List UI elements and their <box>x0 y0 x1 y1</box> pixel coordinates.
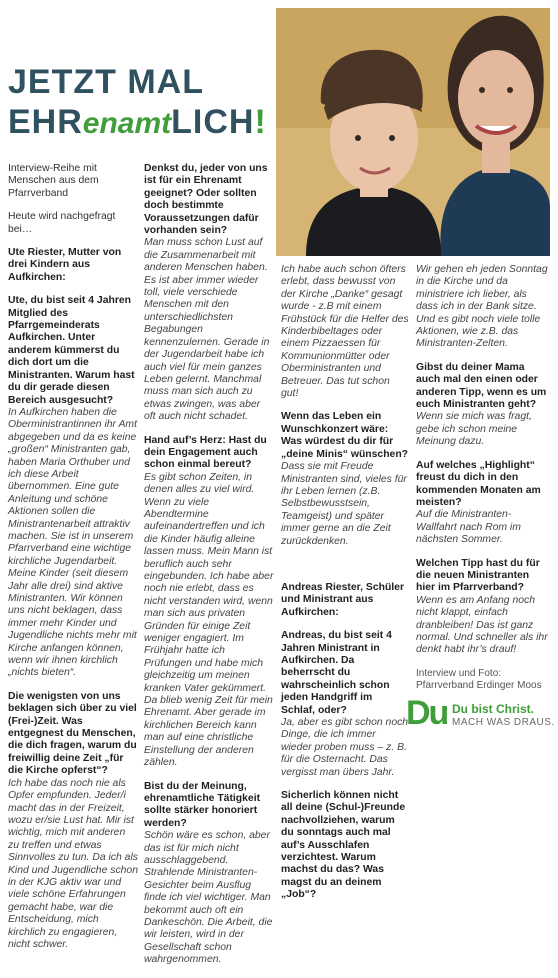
photo-credit: Interview und Foto: Pfarrverband Erdinger Moos <box>416 667 542 691</box>
question: Hand auf’s Herz: Hast du dein Engagement auch schon einmal bereut? <box>144 434 267 471</box>
question: Andreas, du bist seit 4 Jahren Ministrant in Aufkirchen. Da beherrscht du wahrscheinlich schon jeden Handgriff im Schlaf, oder? <box>281 630 392 716</box>
logo-line-1: Du bist Christ. <box>452 702 535 716</box>
question: Ute, du bist seit 4 Jahren Mitglied des Pfarrgemeinderats Aufkirchen. Unter anderem kümmerst du dich dort um die Ministranten. Warum hast du dir gerade diesen Bereich ausgesucht? <box>8 295 135 406</box>
question: Wenn das Leben ein Wunschkonzert wäre: Was würdest du dir für „deine Minis“ wünschen? <box>281 411 409 460</box>
du-bist-christ-logo <box>406 694 555 735</box>
column-1 <box>8 163 139 962</box>
title-line-2: EHRenamtLICH! <box>8 103 267 141</box>
question: Gibst du deiner Mama auch mal den einen oder anderen Tipp, wenn es um euch Ministranten geht? <box>416 361 547 411</box>
question: Bist du der Meinung, ehrenamtliche Tätigkeit sollte stärker honoriert werden? <box>144 780 261 829</box>
person-intro-andreas: Andreas Riester, Schüler und Ministrant aus Aufkirchen: <box>281 581 405 618</box>
article-title <box>8 62 270 144</box>
answer: Auf die Ministranten-Wallfahrt nach Rom im nächsten Sommer. <box>416 509 521 546</box>
answer: Ich habe auch schon öfters erlebt, dass bewusst von der Kirche „Danke“ gesagt wurde - z.B mit einem Frühstück für die Helfer des Kinderbibeltages oder einem Pizzaessen für Kommunionmütter oder Oberministranten und Betreuer. Das tut schon gut! <box>281 264 409 400</box>
logo-mark: Du <box>406 694 448 732</box>
title-line-1: JETZT MAL <box>8 63 204 101</box>
question: Auf welches „Highlight“ freust du dich in den kommenden Monaten am meisten? <box>416 459 541 508</box>
intro-text: Interview-Reihe mit Menschen aus dem Pfarrverband <box>8 163 99 199</box>
column-4 <box>416 264 550 703</box>
intro-today: Heute wird nachgefragt bei… <box>8 211 116 235</box>
answer: Dass sie mit Freude Ministranten sind, vieles für ihr Leben lernen (z.B. Selbstbewusstsein, Teamgeist) und später immer gerne an die Zeit zurückdenken. <box>281 461 407 547</box>
answer: Schön wäre es schon, aber das ist für mich nicht ausschlaggebend. Strahlende Ministranten-Gesichter beim Ausflug finde ich viel wichtiger. Man bekommt auch oft ein Dankeschön. Die Arbeit, die wir leisten, wird in der Gesellschaft schon wahrgenommen. <box>144 830 273 966</box>
person-intro-ute: Ute Riester, Mutter von drei Kindern aus Aufkirchen: <box>8 247 122 283</box>
question: Die wenigsten von uns beklagen sich über zu viel (Frei-)Zeit. Was entgegnest du Menschen, die dich fragen, warum du freiwillig deine Zeit „für die Kirche opferst“? <box>8 690 137 777</box>
answer: Ja, aber es gibt schon noch Dinge, die ich immer wieder proben muss – z. B. für die Osternacht. Das vergisst man übers Jahr. <box>281 717 409 778</box>
question: Denkst du, jeder von uns ist für ein Ehrenamt geeignet? Oder sollten doch bestimmte Voraussetzungen dafür vorhanden sein? <box>144 163 268 237</box>
answer: In Aufkirchen haben die Oberministrantinnen ihr Amt abgegeben und da es keine „großen“ Ministranten gab, haben Maria Orthuber und ich diese Arbeit übernommen. Eine gute Anleitung und schöne Aktionen sollen die Ministrantenarbeit attraktiv machen. Sie ist in unserem Pfarrverband eine wichtige kirchliche Jugendarbeit. Meine Kinder (seit diesem Jahr alle drei) sind aktive Ministranten. Wir können uns nicht beklagen, dass immer mehr Kinder und Jugendliche nichts mehr mit Kirche anfangen können, wenn wir ihnen kirchlich „nichts bieten“. <box>8 406 137 679</box>
answer: Ich habe das noch nie als Opfer empfunden. Jeder/i macht das in der Freizeit, wozu er/sie Lust hat. Mir ist wichtig, mich mit anderen zu treffen und etwas Sinnvolles zu tun. Da ich als Kind und Jugendliche schon in der KJG aktiv war und viele schöne Erfahrungen gemacht habe, war die Entscheidung, mich kirchlich zu engagieren, nicht schwer. <box>8 777 138 950</box>
column-3 <box>281 264 409 913</box>
question: Welchen Tipp hast du für die neuen Ministranten hier im Pfarrverband? <box>416 557 540 594</box>
logo-line-2: MACH WAS DRAUS. <box>452 717 555 728</box>
answer: Wir gehen eh jeden Sonntag in die Kirche und da ministriere ich lieber, als dass ich in der Bank sitze. Und es gibt noch viele tolle Aktionen, wie z.B. das Ministranten-Zelten. <box>416 264 548 350</box>
column-2 <box>144 163 274 978</box>
answer: Man muss schon Lust auf die Zusammenarbeit mit anderen Menschen haben. Es ist aber immer wieder toll, viele verschiede Menschen mit den unterschiedlichsten Begabungen kennenzulernen. Gerade in der Jugendarbeit habe ich auch viel für mein ganzes Leben gelernt. Manchmal muss man sich auch zu etwas zwingen, was aber oft auch nicht schadet. <box>144 237 270 423</box>
interview-photo <box>276 8 550 256</box>
answer: Wenn es am Anfang noch nicht klappt, einfach dranbleiben! Das ist ganz normal. Und schneller als ihr denkt habt ihr’s drauf! <box>416 594 548 656</box>
answer: Es gibt schon Zeiten, in denen alles zu viel wird. Wenn zu viele Abendtermine aufeinandertreffen und ich die Kinder häufig alleine lassen muss. Mein Mann ist beruflich auch sehr eingebunden. Ich habe aber noch nie erlebt, dass es nicht verstanden wird, wenn man sich aus privaten Gründen für einige Zeit weniger engagiert. Im Frühjahr hatte ich Prüfungen und habe mich gleichzeitig um meinen kranken Vater gekümmert. Da blieb wenig Zeit für mein Ehrenamt. Aber gerade im kirchlichen Bereich kann man auf eine christliche Einstellung der anderen zählen. <box>144 471 274 769</box>
question: Sicherlich können nicht all deine (Schul-)Freunde nachvollziehen, warum du sonntags auch mal auf’s Ausschlafen verzichtest. Warum machst du das? Was magst du an deinem „Job“? <box>281 790 406 901</box>
answer: Wenn sie mich was fragt, gebe ich schon meine Meinung dazu. <box>416 411 532 448</box>
